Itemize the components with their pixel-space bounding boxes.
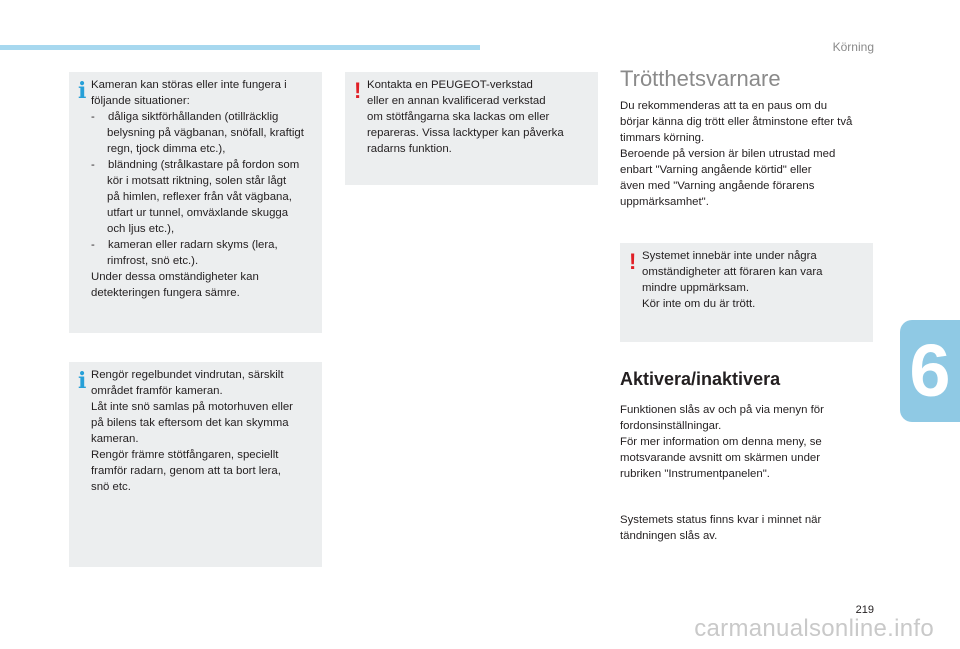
- page-number: 219: [855, 604, 874, 616]
- list-item: - bländning (strålkastare på fordon som: [91, 159, 300, 171]
- cleaning-info-box: [69, 362, 322, 567]
- section-label: Körning: [832, 40, 874, 54]
- text-line: området framför kameran.: [91, 385, 223, 397]
- text-line: Kontakta en PEUGEOT-verkstad: [367, 79, 533, 91]
- text-line: radarns funktion.: [367, 143, 452, 155]
- text-line: omständigheter att föraren kan vara: [642, 266, 823, 278]
- activate-paragraph-2: Systemets status finns kvar i minnet när tändningen slås av.: [620, 514, 822, 542]
- text-line: Rengör främre stötfångaren, speciellt: [91, 449, 279, 461]
- list-item-cont: och ljus etc.),: [107, 223, 175, 235]
- top-accent-bar: [0, 45, 480, 50]
- info-icon: i: [78, 368, 87, 394]
- text-line: Kör inte om du är trött.: [642, 298, 756, 310]
- list-item-cont: regn, tjock dimma etc.),: [107, 143, 226, 155]
- list-item-cont: kör i motsatt riktning, solen står lågt: [107, 175, 287, 187]
- fatigue-warning-box: [620, 243, 873, 342]
- list-item-cont: belysning på vägbanan, snöfall, kraftigt: [107, 127, 304, 139]
- text-line: framför radarn, genom att ta bort lera,: [91, 465, 281, 477]
- fatigue-warning-text: [642, 248, 867, 312]
- text-line: Kameran kan störas eller inte fungera i: [91, 79, 287, 91]
- fatigue-heading: Trötthetsvarnare: [620, 66, 781, 91]
- text-line: Låt inte snö samlas på motorhuven eller: [91, 401, 293, 413]
- workshop-warning-text: [367, 77, 592, 157]
- text-line: kameran.: [91, 433, 139, 445]
- list-item-cont: på himlen, reflexer från våt vägbana,: [107, 191, 292, 203]
- list-item-cont: utfart ur tunnel, omväxlande skugga: [107, 207, 289, 219]
- list-item: - dåliga siktförhållanden (otillräcklig: [91, 111, 279, 123]
- text-line: Rengör regelbundet vindrutan, särskilt: [91, 369, 284, 381]
- warning-icon: !: [354, 78, 362, 103]
- camera-info-text: [91, 77, 316, 301]
- activate-paragraph: Funktionen slås av och på via menyn för fordonsinställningar. För mer information om denna meny, se motsvarande avsnitt om skärmen under rubriken "Instrumentpanelen".: [620, 404, 824, 480]
- list-item: - kameran eller radarn skyms (lera,: [91, 239, 278, 251]
- warning-icon: !: [629, 249, 637, 274]
- chapter-number: 6: [909, 329, 951, 412]
- text-line: följande situationer:: [91, 95, 190, 107]
- text-line: om stötfångarna ska lackas om eller: [367, 111, 550, 123]
- text-line: snö etc.: [91, 481, 131, 493]
- text-line: Under dessa omständigheter kan: [91, 271, 259, 283]
- text-line: Systemet innebär inte under några: [642, 250, 817, 262]
- text-line: eller en annan kvalificerad verkstad: [367, 95, 546, 107]
- text-line: repareras. Vissa lacktyper kan påverka: [367, 127, 564, 139]
- text-line: på bilens tak eftersom det kan skymma: [91, 417, 289, 429]
- workshop-warning-box: [345, 72, 598, 185]
- camera-info-box: [69, 72, 322, 333]
- info-icon: i: [78, 78, 87, 104]
- cleaning-info-text: [91, 367, 316, 495]
- fatigue-paragraph: Du rekommenderas att ta en paus om du börjar känna dig trött eller åtminstone efter två timmars körning. Beroende på version är bilen utrustad med enbart "Varning angående körtid" eller även med "Varning angående förarens uppmärksamhet".: [620, 100, 853, 208]
- text-line: mindre uppmärksam.: [642, 282, 749, 294]
- watermark: carmanualsonline.info: [694, 615, 934, 642]
- text-line: detekteringen fungera sämre.: [91, 287, 240, 299]
- list-item-cont: rimfrost, snö etc.).: [107, 255, 199, 267]
- chapter-tab: [900, 320, 960, 422]
- activate-heading: Aktivera/inaktivera: [620, 369, 781, 389]
